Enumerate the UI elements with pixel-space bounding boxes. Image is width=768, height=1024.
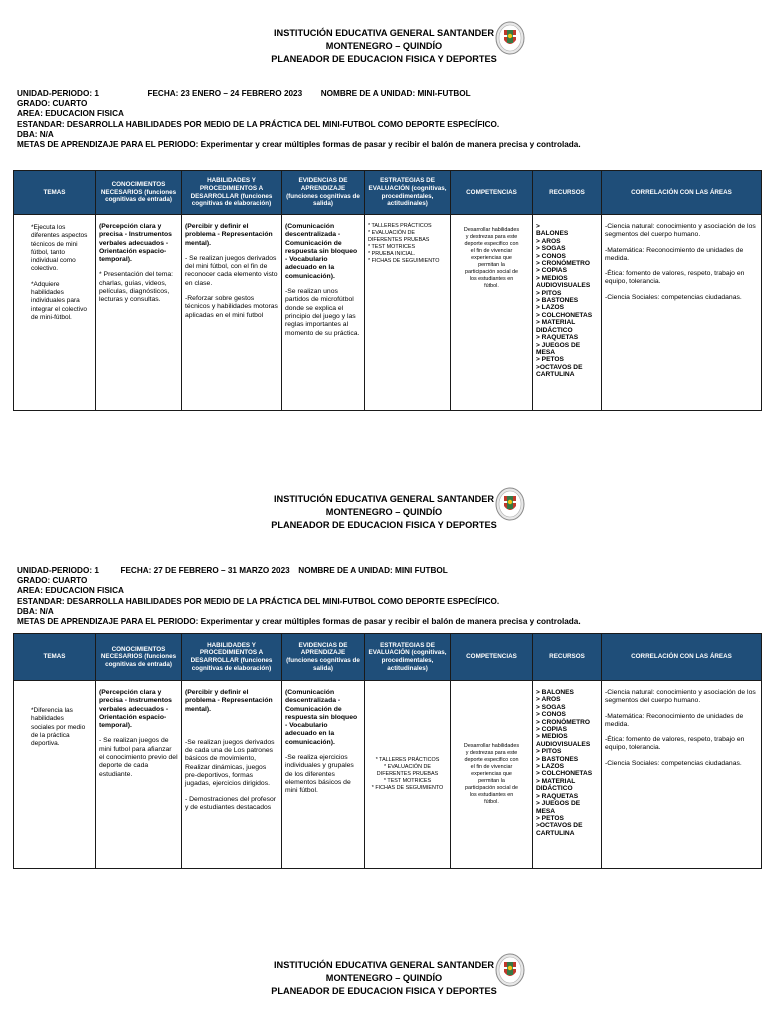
school-name: INSTITUCIÓN EDUCATIVA GENERAL SANTANDER — [274, 960, 494, 970]
goals-label: METAS DE APRENDIZAJE PARA EL PERIODO: — [17, 139, 199, 149]
dba: DBA: N/A — [17, 129, 54, 139]
cell-correlacion: -Ciencia natural: conocimiento y asociación de los segmentos del cuerpo humano. -Matemática: Reconocimiento de unidades de medida. -Ética: fomento de valores, respeto, trabajo en equipo, tolerancia. -Ciencia Sociales: competencias ciudadanas. — [602, 215, 762, 411]
list-item: > SOGAS — [536, 703, 566, 711]
cell-estrategias: * TALLERES PRÁCTICOS * EVALUACIÓN DE DIFERENTES PRUEBAS * TEST MOTRICES * FICHAS DE SEGUIMIENTO — [365, 681, 451, 869]
unit-date: FECHA: 27 DE FEBRERO – 31 MARZO 2023 — [120, 566, 290, 575]
list-item: > CRONÓMETRO — [536, 260, 591, 268]
goals-text: Experimentar y crear múltiples formas de pasar y recibir el balón de manera precisa y controlada. — [200, 616, 581, 626]
cell-recursos — [533, 215, 602, 411]
list-item: > AROS — [536, 237, 561, 245]
cell-correlacion: -Ciencia natural: conocimiento y asociación de los segmentos del cuerpo humano. -Matemática: Reconocimiento de unidades de medida. -Ética: fomento de valores, respeto, trabajo en equipo, tolerancia. -Ciencia Sociales: competencias ciudadanas. — [602, 681, 762, 869]
table-row — [14, 681, 762, 869]
list-item: > BASTONES — [536, 297, 579, 305]
list-item: > MATERIAL DIDÁCTICO — [536, 319, 576, 334]
planner-table-1 — [13, 170, 762, 411]
unit-info-2 — [17, 566, 581, 627]
school-location: MONTENEGRO – QUINDÍO — [325, 973, 443, 983]
standard: ESTANDAR: DESARROLLA HABILIDADES POR MEDIO DE LA PRÁCTICA DEL MINI-FUTBOL COMO DEPORTE ESPECÍFICO. — [17, 596, 500, 606]
cell-conocimientos: (Percepción clara y precisa - Instrumentos verbales adecuados - Orientación espacio-temporal). * Presentación del tema: charlas, guías, videos, películas, diagnósticos, lecturas y consultas. — [96, 215, 182, 411]
cell-competencias: Desarrollar habilidades y destrezas para este deporte especifico con el fin de vivenciar experiencias que permitan la participación social de los estudiantes en fútbol. — [451, 215, 533, 411]
unit-info-1 — [17, 89, 581, 150]
school-crest-logo — [495, 487, 525, 521]
cell-habilidades: (Percibir y definir el problema - Representación mental). -Se realizan juegos derivados de cada una de Los patrones básicos de movimiento, Realizar dinámicas, juegos pre-deportivos, formas jugadas, ejercicios dirigidos. - Demostraciones del profesor y de estudiantes destacados — [182, 681, 282, 869]
list-item: BALONES — [536, 230, 569, 238]
list-item: > MEDIOS AUDIOVISUALES — [536, 274, 591, 290]
school-location: MONTENEGRO – QUINDÍO — [325, 41, 443, 51]
goals-label: METAS DE APRENDIZAJE PARA EL PERIODO: — [17, 616, 199, 626]
planner-title: PLANEADOR DE EDUCACION FISICA Y DEPORTES — [271, 986, 497, 996]
list-item: > COPIAS — [536, 726, 567, 734]
list-item: > JUEGOS DE MESA — [536, 341, 581, 356]
col-temas: TEMAS — [14, 171, 96, 215]
table-row — [14, 215, 762, 411]
cell-competencias: Desarrollar habilidades y destrezas para este deporte especifico con el fin de vivenciar experiencias que permitan la participación social de los estudiantes en fútbol. — [451, 681, 533, 869]
planner-title: PLANEADOR DE EDUCACION FISICA Y DEPORTES — [271, 520, 497, 530]
list-item: > RAQUETAS — [536, 334, 579, 342]
school-crest-logo — [495, 953, 525, 987]
col-estrategias: ESTRATEGIAS DE EVALUACIÓN (cognitivas, procedimentales, actitudinales) — [365, 171, 451, 215]
cell-evidencias: (Comunicación descentralizada - Comunicación de respuesta sin bloqueo - Vocabulario adecuado en la comunicación). -Se realiza ejercicios individuales y grupales de los diferentes elementos básicos de mini fútbol. — [282, 681, 365, 869]
resources-list-2 — [536, 689, 598, 837]
school-crest-logo — [495, 21, 525, 55]
list-item: > RAQUETAS — [536, 792, 579, 800]
col-recursos: RECURSOS — [533, 634, 602, 681]
unit-name: NOMBRE DE A UNIDAD: MINI FUTBOL — [298, 566, 448, 575]
unit-date: FECHA: 23 ENERO – 24 FEBRERO 2023 — [147, 89, 303, 98]
col-evidencias: EVIDENCIAS DE APRENDIZAJE (funciones cognitivas de salida) — [282, 634, 365, 681]
unit-period: UNIDAD-PERIODO: 1 — [17, 566, 99, 575]
table-header-row — [14, 634, 762, 681]
cell-temas: *Diferencia las habilidades sociales por medio de la práctica deportiva. — [14, 681, 96, 869]
list-item: >OCTAVOS DE CARTULINA — [536, 822, 583, 837]
cell-recursos — [533, 681, 602, 869]
cell-temas: *Ejecuta los diferentes aspectos técnicos de mini fútbol, tanto individual como colectivo. *Adquiere habilidades individuales para integrar el colectivo de mini-fútbol. — [14, 215, 96, 411]
col-competencias: COMPETENCIAS — [451, 171, 533, 215]
col-conocimientos: CONOCIMIENTOS NECESARIOS (funciones cognitivas de entrada) — [96, 171, 182, 215]
table-header-row — [14, 171, 762, 215]
list-item: > LAZOS — [536, 304, 565, 312]
list-item: > PETOS — [536, 814, 564, 822]
list-item: > AROS — [536, 696, 561, 704]
list-item: > JUEGOS DE MESA — [536, 800, 581, 815]
resources-list-1 — [536, 223, 598, 379]
col-correlacion: CORRELACIÓN CON LAS ÁREAS — [602, 634, 762, 681]
cell-evidencias: (Comunicación descentralizada - Comunicación de respuesta sin bloqueo - Vocabulario adecuado en la comunicación). -Se realizan unos partidos de microfútbol donde se explica el principio del juego y las reglas importantes al momento de su práctica. — [282, 215, 365, 411]
col-conocimientos: CONOCIMIENTOS NECESARIOS (funciones cognitivas de entrada) — [96, 634, 182, 681]
goals-text: Experimentar y crear múltiples formas de pasar y recibir el balón de manera precisa y controlada. — [200, 139, 581, 149]
list-item: > LAZOS — [536, 763, 565, 771]
school-location: MONTENEGRO – QUINDÍO — [325, 507, 443, 517]
list-item: > CRONÓMETRO — [536, 718, 591, 726]
unit-name: NOMBRE DE A UNIDAD: MINI-FUTBOL — [320, 89, 471, 98]
list-item: > COPIAS — [536, 267, 567, 275]
planner-table-2 — [13, 633, 762, 869]
grade: GRADO: CUARTO — [17, 99, 88, 109]
col-competencias: COMPETENCIAS — [451, 634, 533, 681]
list-item: > MATERIAL DIDÁCTICO — [536, 777, 576, 793]
area: AREA: EDUCACION FISICA — [17, 109, 124, 119]
list-item: > COLCHONETAS — [536, 770, 593, 778]
planner-title: PLANEADOR DE EDUCACION FISICA Y DEPORTES — [271, 54, 497, 64]
area: AREA: EDUCACION FISICA — [17, 586, 124, 596]
dba: DBA: N/A — [17, 606, 54, 616]
list-item: > BALONES — [536, 689, 574, 696]
col-evidencias: EVIDENCIAS DE APRENDIZAJE (funciones cognitivas de salida) — [282, 171, 365, 215]
cell-conocimientos: (Percepción clara y precisa - Instrumentos verbales adecuados - Orientación espacio-temporal). - Se realizan juegos de mini futbol para afianzar el conocimiento previo del deporte de cada estudiante. — [96, 681, 182, 869]
cell-estrategias: * TALLERES PRÁCTICOS * EVALUACIÓN DE DIFERENTES PRUEBAS * TEST MOTRICES * PRUEBA INICIAL. * FICHAS DE SEGUIMIENTO — [365, 215, 451, 411]
list-item: > PETOS — [536, 356, 564, 364]
grade: GRADO: CUARTO — [17, 576, 88, 586]
list-item: > MEDIOS AUDIOVISUALES — [536, 733, 591, 748]
col-estrategias: ESTRATEGIAS DE EVALUACIÓN (cognitivas, procedimentales, actitudinales) — [365, 634, 451, 681]
col-correlacion: CORRELACIÓN CON LAS ÁREAS — [602, 171, 762, 215]
col-temas: TEMAS — [14, 634, 96, 681]
list-item: > BASTONES — [536, 755, 579, 763]
list-item: > PITOS — [536, 289, 562, 297]
col-habilidades: HABILIDADES Y PROCEDIMIENTOS A DESARROLLAR (funciones cognitivas de elaboración) — [182, 634, 282, 681]
list-item: > CONOS — [536, 252, 566, 260]
school-name: INSTITUCIÓN EDUCATIVA GENERAL SANTANDER — [274, 494, 494, 504]
col-habilidades: HABILIDADES Y PROCEDIMIENTOS A DESARROLLAR (funciones cognitivas de elaboración) — [182, 171, 282, 215]
col-recursos: RECURSOS — [533, 171, 602, 215]
list-item: >OCTAVOS DE CARTULINA — [536, 363, 583, 379]
list-item: > COLCHONETAS — [536, 311, 593, 319]
list-item: > CONOS — [536, 711, 566, 719]
standard: ESTANDAR: DESARROLLA HABILIDADES POR MEDIO DE LA PRÁCTICA DEL MINI-FUTBOL COMO DEPORTE ESPECÍFICO. — [17, 119, 500, 129]
list-item: > SOGAS — [536, 245, 566, 253]
list-item: > — [536, 223, 540, 230]
list-item: > PITOS — [536, 748, 562, 756]
school-name: INSTITUCIÓN EDUCATIVA GENERAL SANTANDER — [274, 28, 494, 38]
unit-period: UNIDAD-PERIODO: 1 — [17, 89, 99, 98]
cell-habilidades: (Percibir y definir el problema - Representación mental). - Se realizan juegos derivados del mini fútbol, con el fin de reconocer cada elemento visto en clase. -Reforzar sobre gestos técnicos y habilidades motoras aplicadas en el mini futbol — [182, 215, 282, 411]
